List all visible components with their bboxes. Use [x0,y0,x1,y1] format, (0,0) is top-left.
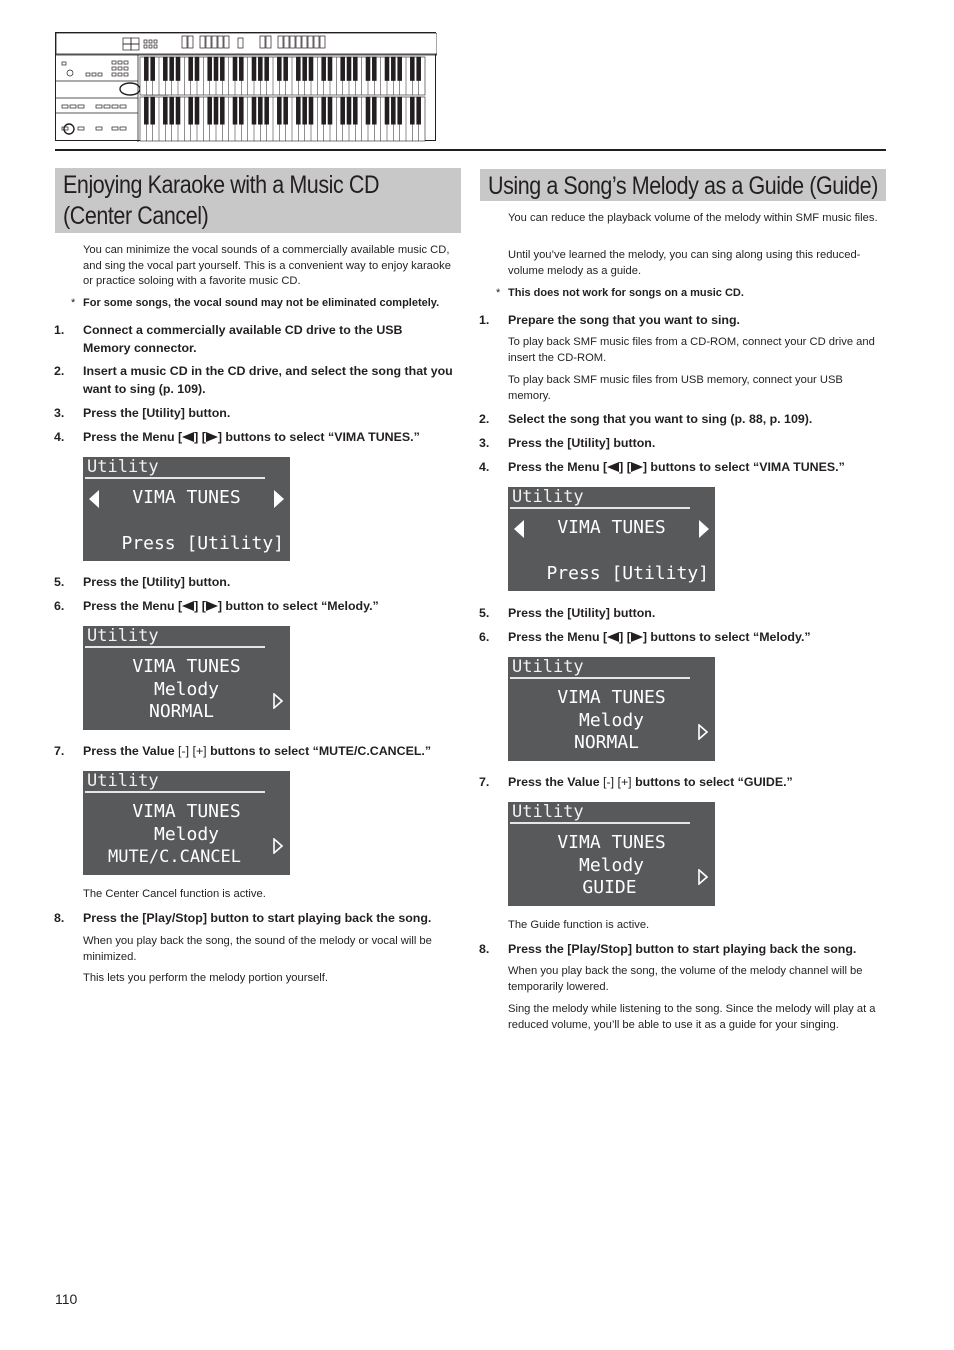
lcd-hollow-right-arrow-icon [698,724,708,740]
lcd-screen-mute-c-cancel [83,771,290,875]
step-6: 6. Press the Menu [ ] [ ] button to select “Melody.” [54,599,379,613]
title-text: Using a Song’s Melody as a Guide (Guide) [488,172,878,200]
lcd-press-utility: Press [Utility] [121,533,284,554]
lcd-header-underline [510,507,690,509]
menu-right-icon [631,462,643,472]
lcd-hollow-right-arrow-icon [698,869,708,885]
lcd-screen-melody-normal [83,626,290,730]
lcd-screen-melody-normal [508,657,715,761]
section-title-center-cancel [55,168,461,233]
lcd-screen-guide [508,802,715,906]
step-8-detail-1: When you play back the song, the volume of the melody channel will be temporarily lowered. [508,965,863,993]
header-rule [55,149,886,151]
step-8-detail-2: This lets you perform the melody portion yourself. [83,972,328,984]
step-8-detail-2: Sing the melody while listening to the song. Since the melody will play at a reduced volume, you’ll be able to use it as a guide for your singing. [508,1003,876,1031]
lcd-header: Utility [512,657,584,677]
step-7-result: The Guide function is active. [508,919,650,931]
lcd-press-utility: Press [Utility] [546,563,709,584]
lcd-right-arrow-icon [274,490,284,508]
step-3: 3. Press the [Utility] button. [479,436,656,450]
lcd-line-1: VIMA TUNES [557,832,666,853]
lcd-header-underline [510,822,690,824]
step-1: 1. Connect a commercially available CD drive to the USB Memory connector. [54,323,403,355]
menu-left-icon [607,462,619,472]
lcd-line-2: Melody [153,679,220,700]
instrument-panel-illustration [55,32,436,141]
lcd-line-2: Melody [578,710,645,731]
lcd-header-underline [510,677,690,679]
step-1: 1. Prepare the song that you want to sing. [479,313,741,327]
intro-paragraph-2: Until you’ve learned the melody, you can sing along using this reduced-volume melody as a guide. [508,249,861,277]
title-line-2: (Center Cancel) [63,202,209,230]
lcd-screen-vima-tunes [508,487,715,591]
lcd-header: Utility [87,771,159,791]
lcd-line-1: VIMA TUNES [132,801,241,822]
lcd-line-3: GUIDE [582,877,637,898]
lcd-header: Utility [87,626,159,646]
lcd-header-underline [85,791,265,793]
section-title-guide [480,169,886,201]
menu-right-icon [206,601,218,611]
step-7: 7. Press the Value [-] [+] buttons to select “MUTE/C.CANCEL.” [54,744,432,758]
step-8: 8. Press the [Play/Stop] button to start playing back the song. [479,942,857,956]
lcd-header: Utility [87,457,159,477]
intro-paragraph-1: You can reduce the playback volume of the melody within SMF music files. [508,212,878,224]
lcd-line-2: Melody [578,855,645,876]
lcd-line-3: NORMAL [148,701,215,722]
lcd-line-1: VIMA TUNES [557,687,666,708]
lcd-hollow-right-arrow-icon [273,838,283,854]
organ-panel-icon [56,33,437,142]
title-line-1: Enjoying Karaoke with a Music CD [63,171,380,199]
lcd-hollow-right-arrow-icon [273,693,283,709]
lcd-right-arrow-icon [699,520,709,538]
menu-left-icon [607,632,619,642]
menu-right-icon [206,432,218,442]
lcd-line-3: NORMAL [573,732,640,753]
lcd-header-underline [85,477,265,479]
step-4: 4. Press the Menu [ ] [ ] buttons to select “VIMA TUNES.” [479,460,845,474]
menu-left-icon [182,601,194,611]
lcd-line: VIMA TUNES [557,517,666,538]
lcd-line-1: VIMA TUNES [132,656,241,677]
step-1-detail-1: To play back SMF music files from a CD-ROM, connect your CD drive and insert the CD-ROM. [508,336,875,364]
page-number: 110 [55,1291,78,1307]
step-8-detail-1: When you play back the song, the sound of the melody or vocal will be minimized. [83,935,432,963]
lcd-line-3: MUTE/C.CANCEL [107,847,242,867]
step-3: 3. Press the [Utility] button. [54,406,231,420]
step-8: 8. Press the [Play/Stop] button to start playing back the song. [54,911,432,925]
lcd-screen-vima-tunes [83,457,290,561]
note: * This does not work for songs on a music CD. [496,287,744,299]
lcd-line-2: Melody [153,824,220,845]
intro-paragraph: You can minimize the vocal sounds of a commercially available music CD, and sing the vocal part yourself. This is a convenient way to enjoy karaoke or practice soloing with a favorite music CD. [83,244,451,287]
step-7: 7. Press the Value [-] [+] buttons to select “GUIDE.” [479,775,793,789]
menu-left-icon [182,432,194,442]
menu-right-icon [631,632,643,642]
step-2: 2. Insert a music CD in the CD drive, and select the song that you want to sing (p. 109). [54,364,453,396]
note: * For some songs, the vocal sound may not be eliminated completely. [71,297,440,309]
step-5: 5. Press the [Utility] button. [54,575,231,589]
lcd-line: VIMA TUNES [132,487,241,508]
step-5: 5. Press the [Utility] button. [479,606,656,620]
step-7-result: The Center Cancel function is active. [83,888,266,900]
lcd-header-underline [85,646,265,648]
step-6: 6. Press the Menu [ ] [ ] buttons to select “Melody.” [479,630,811,644]
step-2: 2. Select the song that you want to sing (p. 88, p. 109). [479,412,813,426]
step-4: 4. Press the Menu [ ] [ ] buttons to select “VIMA TUNES.” [54,430,420,444]
lcd-header: Utility [512,487,584,507]
lcd-header: Utility [512,802,584,822]
step-1-detail-2: To play back SMF music files from USB memory, connect your USB memory. [508,374,843,402]
